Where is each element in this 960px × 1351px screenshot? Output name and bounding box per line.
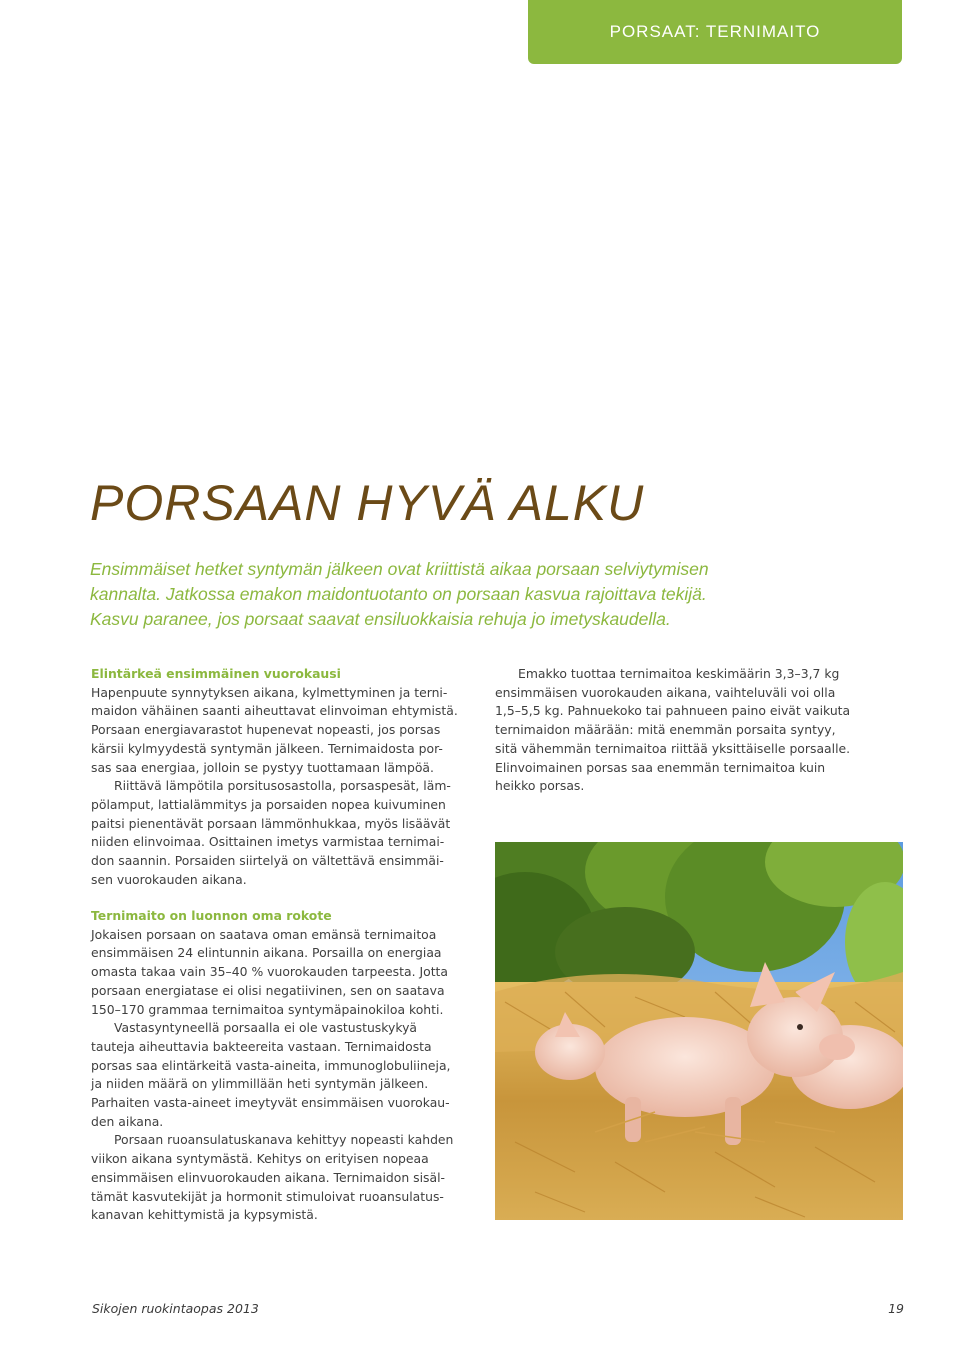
body-line: ternimaidon määrään: mitä enemmän porsaita syntyy, <box>495 722 836 738</box>
body-line: Porsaan ruoansulatuskanava kehittyy nopeasti kahden <box>114 1132 454 1148</box>
section-heading: Ternimaito on luonnon oma rokote <box>91 908 332 923</box>
lead-line: Kasvu paranee, jos porsaat saavat ensiluokkaisia rehuja jo imetyskaudella. <box>90 609 671 629</box>
section-ternimaito <box>91 907 471 1225</box>
body-line: 150–170 grammaa ternimaitoa syntymäpainokiloa kohti. <box>91 1001 444 1017</box>
body-line: kärsii kylmyydestä syntymän jälkeen. Ternimaidosta por- <box>91 740 443 756</box>
body-line: Parhaiten vasta-aineet imeytyvät ensimmäisen vuorokau- <box>91 1095 450 1111</box>
body-line: porsaan energiatase ei olisi negatiivinen, sen on saatava <box>91 982 445 998</box>
body-line: kanavan kehittymistä ja kypsymistä. <box>91 1207 318 1223</box>
body-line: porsas saa elintärkeitä vasta-aineita, immunoglobuliineja, <box>91 1057 451 1073</box>
body-line: heikko porsas. <box>495 778 585 794</box>
section-emakko <box>495 665 905 796</box>
body-line: niiden elinvoimaa. Osittainen imetys varmistaa ternimai- <box>91 834 445 850</box>
body-line: sas saa energiaa, jolloin se pystyy tuottamaan lämpöä. <box>91 759 434 775</box>
body-line: maidon vähäinen saanti aiheuttavat elinvoiman ehtymistä. <box>91 703 458 719</box>
body-line: Emakko tuottaa ternimaitoa keskimäärin 3,3–3,7 kg <box>518 666 840 681</box>
body-line: don saannin. Porsaiden siirtelyä on vältettävä ensimmäi- <box>91 853 444 869</box>
body-line: Jokaisen porsaan on saatava oman emänsä ternimaitoa <box>91 926 437 942</box>
footer-page-number: 19 <box>888 1301 904 1316</box>
body-line: sitä vähemmän ternimaitoa riittää yksittäiselle porsaalle. <box>495 740 851 756</box>
lead-line: kannalta. Jatkossa emakon maidontuotanto on porsaan kasvua rajoittava tekijä. <box>90 584 707 604</box>
footer-publication: Sikojen ruokintaopas 2013 <box>92 1301 259 1316</box>
body-line: omasta takaa vain 35–40 % vuorokauden tarpeesta. Jotta <box>91 964 448 980</box>
body-line: den aikana. <box>91 1113 164 1129</box>
piglets-photo <box>495 842 903 1220</box>
body-line: ensimmäisen 24 elintunnin aikana. Porsailla on energiaa <box>91 945 442 961</box>
body-line: pölamput, lattialämmitys ja porsaiden nopea kuivuminen <box>91 796 446 812</box>
body-line: 1,5–5,5 kg. Pahnuekoko tai pahnueen paino eivät vaikuta <box>495 703 851 719</box>
body-line: Hapenpuute synnytyksen aikana, kylmettyminen ja terni- <box>91 684 448 700</box>
body-line: Vastasyntyneellä porsaalla ei ole vastustuskykyä <box>114 1020 417 1036</box>
piglets-illustration <box>495 842 903 1220</box>
body-line: sen vuorokauden aikana. <box>91 871 247 887</box>
section-heading: Elintärkeä ensimmäinen vuorokausi <box>91 666 341 681</box>
body-line: Riittävä lämpötila porsitusosastolla, porsaspesät, läm- <box>114 778 451 794</box>
section-tab-label: PORSAAT: TERNIMAITO <box>609 22 821 41</box>
body-line: ensimmäisen elinvuorokauden aikana. Ternimaidon sisäl- <box>91 1169 446 1185</box>
page-title: PORSAAN HYVÄ ALKU <box>90 475 645 531</box>
body-line: ja niiden määrä on ylimmillään heti syntymän jälkeen. <box>91 1076 429 1092</box>
body-line: viikon aikana syntymästä. Kehitys on erityisen nopeaa <box>91 1151 429 1167</box>
body-line: Elinvoimainen porsas saa enemmän ternimaitoa kuin <box>495 759 826 775</box>
body-line: tauteja aiheuttavia bakteereita vastaan. Ternimaidosta <box>91 1038 432 1054</box>
body-line: tämät kasvutekijät ja hormonit stimuloivat ruoansulatus- <box>91 1188 444 1204</box>
body-line: Porsaan energiavarastot hupenevat nopeasti, jos porsas <box>91 722 441 738</box>
body-line: ensimmäisen vuorokauden aikana, vaihteluväli voi olla <box>495 684 836 700</box>
section-tab <box>528 0 902 64</box>
section-elintarkea <box>91 665 471 889</box>
body-line: paitsi pienentävät porsaan lämmönhukkaa, myös lisäävät <box>91 815 451 831</box>
lead-line: Ensimmäiset hetket syntymän jälkeen ovat kriittistä aikaa porsaan selviytymisen <box>90 559 709 579</box>
lead-paragraph <box>90 557 820 632</box>
